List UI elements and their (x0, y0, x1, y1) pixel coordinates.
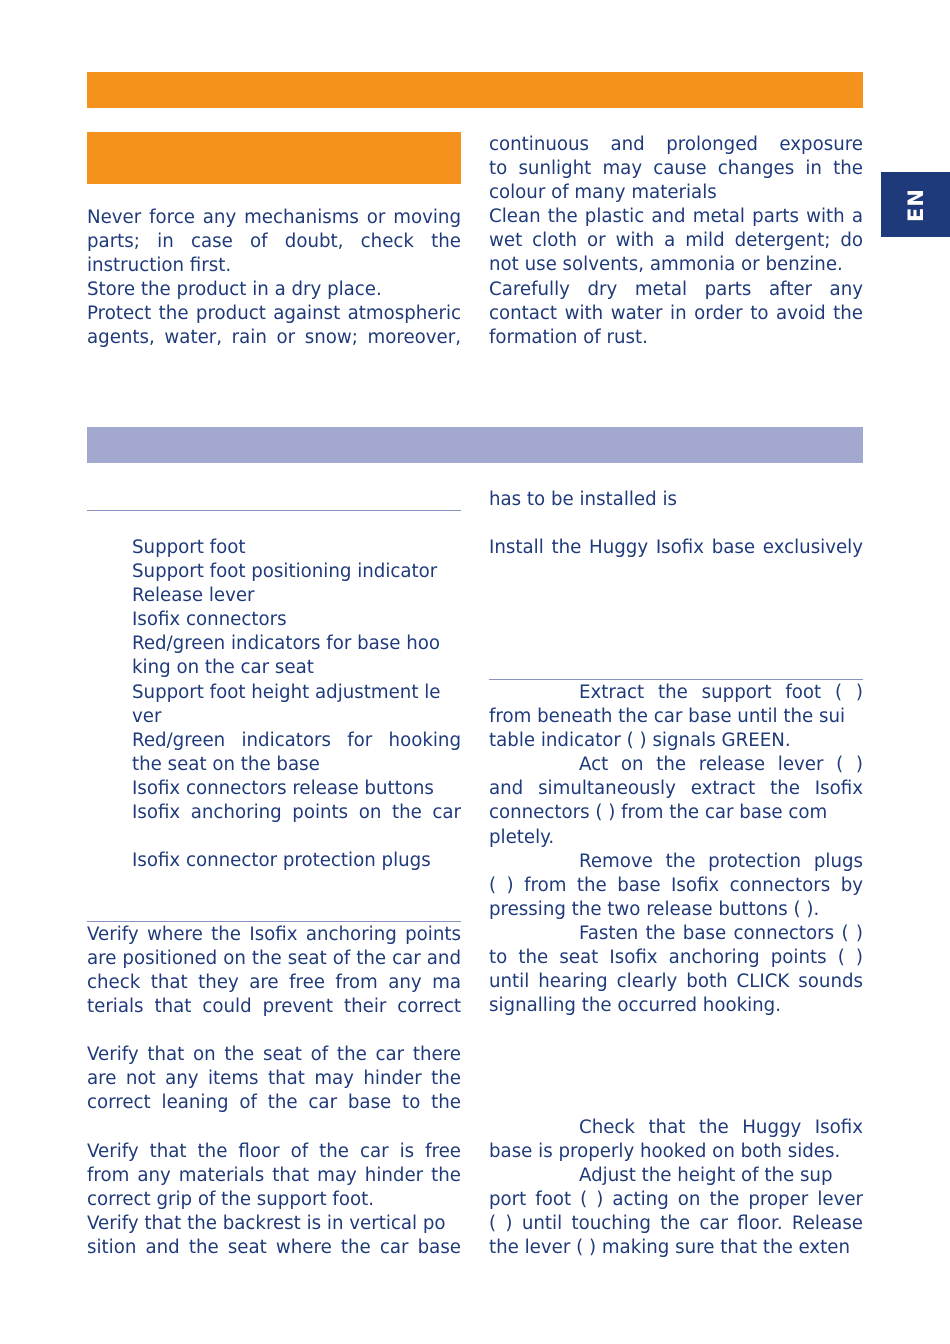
text-line: to sunlight may cause changes in the (489, 158, 863, 180)
language-tab (881, 172, 950, 237)
text-line: ( ) from the base Isofix connectors by (489, 874, 863, 896)
maintenance-heading-bar (87, 132, 461, 184)
text-line: the lever ( ) making sure that the exten (489, 1237, 851, 1259)
list-item: Isofix anchoring points on the car (132, 802, 461, 824)
section-heading-bar (87, 427, 863, 463)
list-item: Support foot height adjustment le (132, 681, 441, 703)
list-item: ver (132, 705, 162, 727)
list-item: king on the car seat (132, 657, 314, 679)
text-line (489, 1116, 863, 1140)
text-line: signalling the occurred hooking. (489, 995, 782, 1017)
text-line: and simultaneously extract the Isofix (489, 778, 863, 800)
text-line (489, 753, 863, 777)
list-item (132, 825, 461, 849)
text-line (489, 922, 863, 946)
text-line: are not any items that may hinder the (87, 1068, 461, 1090)
text-line: correct leaning of the car base to the (87, 1092, 461, 1114)
maintenance-right-text (489, 133, 863, 350)
step-text: Check that the Huggy Isofix (579, 1117, 863, 1138)
install-steps-2 (489, 1116, 863, 1261)
text-line: Verify that the backrest is in vertical po (87, 1213, 446, 1235)
text-line: are positioned on the seat of the car and (87, 948, 461, 970)
step-text: Act on the release lever ( ) (579, 754, 863, 776)
text-line: to the seat Isofix anchoring points ( ) (489, 947, 863, 969)
text-line: Verify that the floor of the car is free (87, 1141, 461, 1162)
text-line: has to be installed is (489, 489, 677, 510)
list-item: Support foot positioning indicator (132, 561, 438, 583)
install-steps-1 (489, 681, 863, 1018)
list-item: Release lever (132, 585, 255, 607)
text-line (489, 681, 863, 705)
list-item: Isofix connector protection plugs (132, 850, 431, 872)
text-line: pressing the two release buttons ( ). (489, 898, 820, 920)
checks-group-1 (87, 923, 461, 1019)
text-line: colour of many materials (489, 182, 717, 204)
text-line: Carefully dry metal parts after any (489, 278, 863, 300)
text-line: parts; in case of doubt, check the (87, 231, 461, 253)
step-text: Fasten the base connectors ( ) (579, 922, 863, 944)
list-item: Isofix connectors release buttons (132, 777, 434, 799)
text-line: Install the Huggy Isofix base exclusively (489, 537, 863, 559)
text-line: until hearing clearly both CLICK sounds (489, 971, 863, 993)
text-line: instruction first. (87, 255, 232, 277)
text-line: Never force any mechanisms or moving (87, 207, 461, 228)
text-line: Protect the product against atmospheric (87, 303, 461, 325)
components-list (132, 536, 461, 873)
text-line: correct grip of the support foot. (87, 1189, 374, 1211)
text-line: agents, water, rain or snow; moreover, (87, 327, 461, 349)
blank-line (489, 512, 863, 536)
text-line: Verify that on the seat of the car there (87, 1044, 461, 1065)
text-line: sition and the seat where the car base (87, 1237, 461, 1259)
text-line: Clean the plastic and metal parts with a (489, 206, 863, 228)
text-line: base is properly hooked on both sides. (489, 1141, 841, 1163)
text-line: not use solvents, ammonia or benzine. (489, 254, 843, 276)
step-text: Extract the support foot ( ) (579, 682, 863, 703)
list-item: Isofix connectors (132, 609, 287, 631)
step-text: Remove the protection plugs (579, 850, 863, 872)
text-line (489, 1164, 863, 1188)
text-line (489, 850, 863, 874)
text-line: continuous and prolonged exposure (489, 134, 863, 155)
divider (489, 679, 863, 680)
list-item: the seat on the base (132, 753, 320, 775)
text-line: from beneath the car base until the sui (489, 706, 846, 728)
install-intro (489, 488, 863, 560)
text-line: Store the product in a dry place. (87, 279, 382, 301)
text-line: contact with water in order to avoid the (489, 302, 863, 324)
text-line: ( ) until touching the car floor. Release (489, 1213, 863, 1235)
divider (87, 921, 461, 922)
step-text: Adjust the height of the sup (579, 1165, 833, 1187)
text-line: table indicator ( ) signals GREEN. (489, 730, 791, 752)
list-item: Red/green indicators for hooking (132, 729, 461, 751)
checks-group-3 (87, 1140, 461, 1260)
text-line: formation of rust. (489, 326, 648, 348)
text-line: check that they are free from any ma (87, 972, 461, 994)
text-line: terials that could prevent their correct (87, 996, 461, 1018)
checks-group-2 (87, 1043, 461, 1115)
text-line: wet cloth or with a mild detergent; do (489, 230, 863, 252)
language-tab-label: EN (903, 187, 928, 222)
list-item: Support foot (132, 537, 246, 558)
divider (87, 510, 461, 511)
maintenance-left-text (87, 206, 461, 351)
text-line: connectors ( ) from the car base com (489, 802, 828, 824)
list-item: Red/green indicators for base hoo (132, 633, 441, 655)
text-line: Verify where the Isofix anchoring points (87, 924, 461, 945)
header-orange-bar (87, 72, 863, 108)
text-line: pletely. (489, 826, 555, 848)
text-line: port foot ( ) acting on the proper lever (489, 1189, 863, 1211)
text-line: from any materials that may hinder the (87, 1165, 461, 1187)
